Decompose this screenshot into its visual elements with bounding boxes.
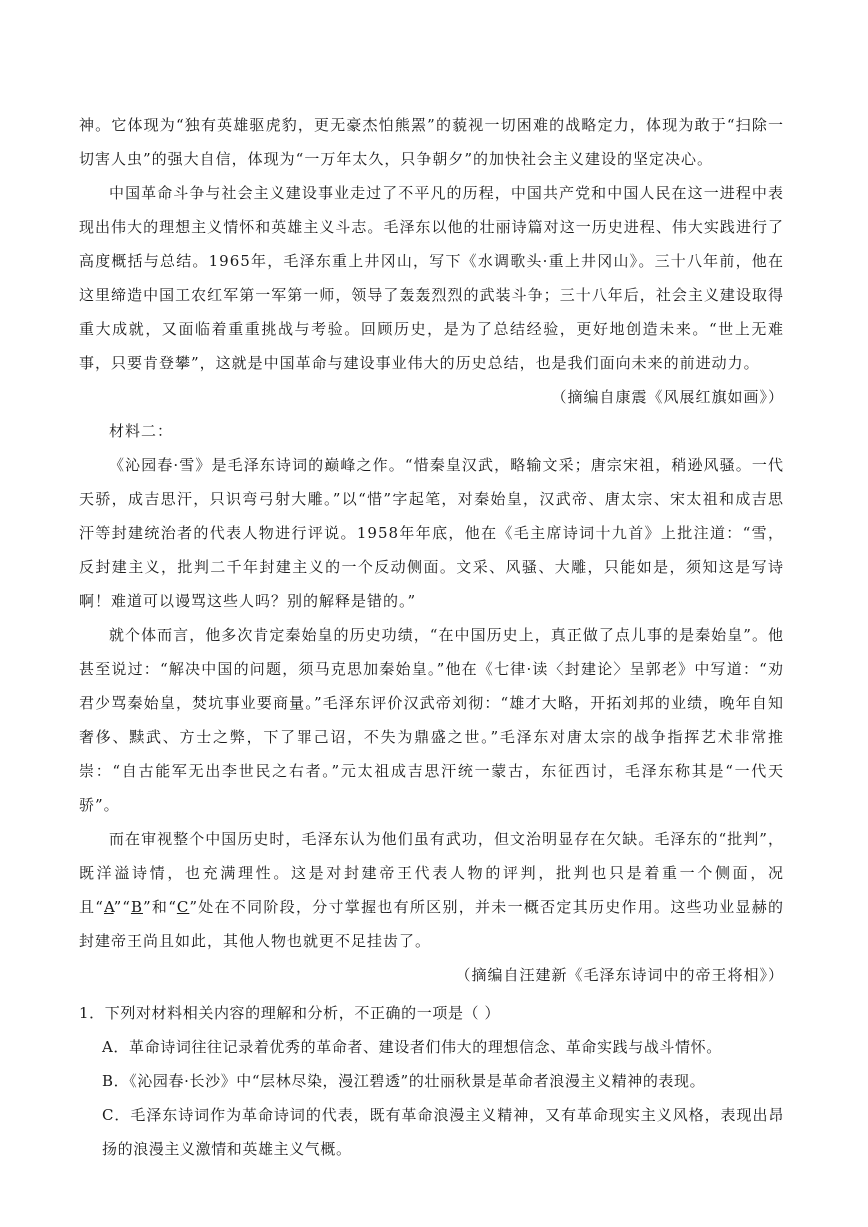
blank-c: C [176,898,190,916]
option-b[interactable]: B．《沁园春·长沙》中“层林尽染，漫江碧透”的壮丽秋景是革命者浪漫主义精神的表现。 [102,1072,706,1090]
source-citation-2: （摘编自汪建新《毛泽东诗词中的帝王将相》） [455,966,784,984]
paragraph-history-summary: 中国革命斗争与社会主义建设事业走过了不平凡的历程，中国共产党和中国人民在这一进程中表现出伟大的理想主义情怀和英雄主义斗志。毛泽东以他的壮丽诗篇对这一历史进程、伟大实践进行了高度概括与总结。1965年，毛泽东重上井冈山，写下《水调歌头·重上井冈山》。三十八年前，他在这里缔造中国工农红军第一军第一师，领导了轰轰烈烈的武装斗争；三十八年后，社会主义建设取得重大成就，又面临着重重挑战与考验。回顾历史，是为了总结经验，更好地创造未来。“世上无难事，只要肯登攀”，这就是中国革命与建设事业伟大的历史总结，也是我们面向未来的前进动力。 [79,184,784,372]
question-1-stem: 1．下列对材料相关内容的理解和分析，不正确的一项是（ ） [79,1004,501,1022]
blank-a: A [103,898,114,916]
critique-text-b: ”“ [113,898,131,916]
paragraph-individual-evaluation: 就个体而言，他多次肯定秦始皇的历史功绩，“在中国历史上，真正做了点儿事的是秦始皇”。他甚至说过：“解决中国的问题，须马克思加秦始皇。”他在《七律·读〈封建论〉呈郭老》中写道：“劝君少骂秦始皇，焚坑事业要商量。”毛泽东评价汉武帝刘彻：“雄才大略，开拓刘邦的业绩，晚年自知奢侈、黩武、方士之弊，下了罪己诏，不失为鼎盛之世。”毛泽东对唐太宗的战争指挥艺术非常推崇：“自古能军无出李世民之右者。”元太祖成吉思汗统一蒙古，东征西讨，毛泽东称其是“一代天骄”。 [79,626,784,814]
material-2-label: 材料二： [109,422,174,440]
blank-b: B [130,898,143,916]
critique-text-c: ”和“ [142,898,177,916]
paragraph-qinyuanchun: 《沁园春·雪》是毛泽东诗词的巅峰之作。“惜秦皇汉武，略输文采；唐宗宋祖，稍逊风骚。一代天骄，成吉思汗，只识弯弓射大雕。”以“惜”字起笔，对秦始皇，汉武帝、唐太宗、宋太祖和成吉思汗等封建统治者的代表人物进行评说。1958年年底，他在《毛主席诗词十九首》上批注道：“雪，反封建主义，批判二千年封建主义的一个反动侧面。文采、风骚、大雕，只能如是，须知这是写诗啊！难道可以谩骂这些人吗？别的解释是错的。” [79,456,784,610]
option-a[interactable]: A．革命诗词往往记录着优秀的革命者、建设者们伟大的理想信念、革命实践与战斗情怀。 [102,1038,722,1056]
source-citation-1: （摘编自康震《风展红旗如画》） [551,388,784,406]
document-page [79,108,784,1166]
critique-text-d: ”处在不同阶段，分寸掌握也有所区别，并未一概否定其历史作用。这些功业显赫的封建帝王尚且如此，其他人物也就更不足挂齿了。 [79,898,784,950]
option-c[interactable]: C．毛泽东诗词作为革命诗词的代表，既有革命浪漫主义精神，又有革命现实主义风格，表现出昂扬的浪漫主义激情和英雄主义气概。 [102,1106,784,1158]
paragraph-continuation: 神。它体现为“独有英雄驱虎豹，更无豪杰怕熊罴”的藐视一切困难的战略定力，体现为敢于“扫除一切害人虫”的强大自信，体现为“一万年太久，只争朝夕”的加快社会主义建设的坚定决心。 [79,116,784,168]
paragraph-critique [79,822,784,958]
critique-text-a: 而在审视整个中国历史时，毛泽东认为他们虽有武功，但文治明显存在欠缺。毛泽东的“批判”，既洋溢诗情，也充满理性。这是对封建帝王代表人物的评判，批判也只是着重一个侧面，况且“ [79,830,784,916]
